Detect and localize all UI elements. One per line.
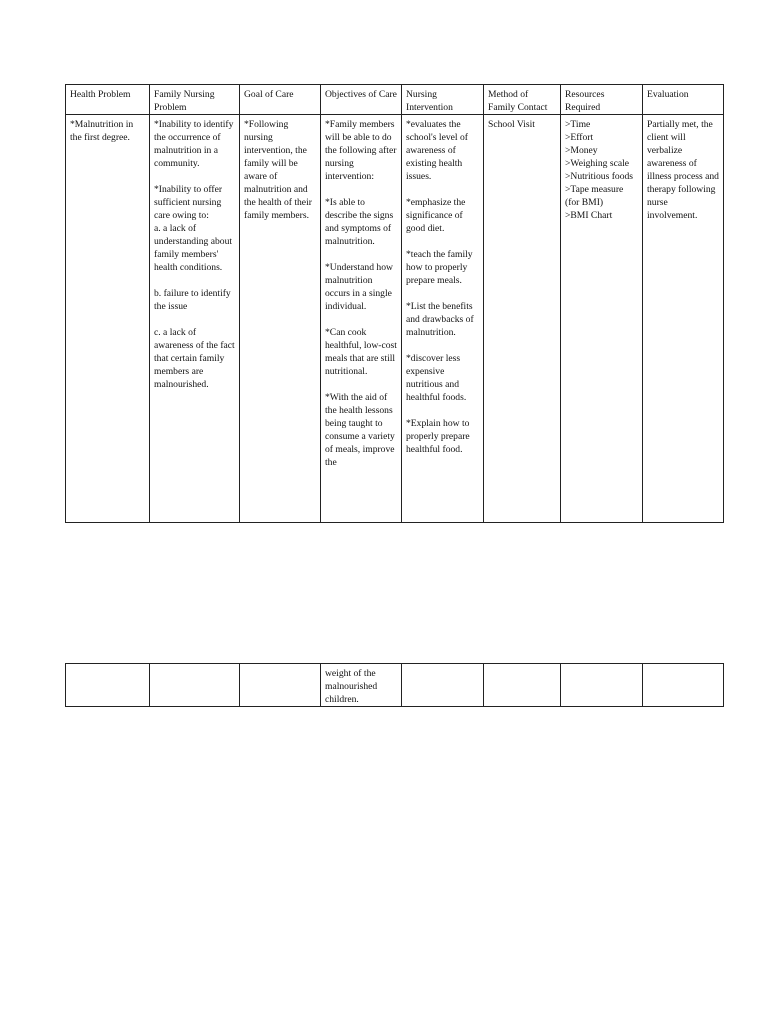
header-method-of-family-contact: Method of Family Contact bbox=[484, 85, 561, 115]
table-row bbox=[66, 664, 724, 707]
objectives-clip bbox=[325, 118, 398, 469]
cell-empty bbox=[402, 664, 484, 707]
header-objectives-of-care: Objectives of Care bbox=[321, 85, 402, 115]
cell-paragraph: weight of the malnourished children. bbox=[325, 668, 378, 705]
header-evaluation: Evaluation bbox=[643, 85, 724, 115]
cell-paragraph: Partially met, the client will verbalize awareness of illness process and therapy following nurse involvement. bbox=[647, 119, 719, 221]
header-nursing-intervention: Nursing Intervention bbox=[402, 85, 484, 115]
cell-resources-required bbox=[561, 115, 643, 523]
cell-paragraph: *emphasize the significance of good diet. bbox=[406, 197, 466, 234]
care-plan-table bbox=[65, 84, 724, 523]
header-goal-of-care: Goal of Care bbox=[240, 85, 321, 115]
cell-method-of-family-contact bbox=[484, 115, 561, 523]
cell-paragraph: *Inability to offer sufficient nursing care owing to: a. a lack of understanding about family members' health conditions. bbox=[154, 184, 233, 273]
cell-health-problem bbox=[66, 115, 150, 523]
cell-paragraph: *evaluates the school's level of awareness of existing health issues. bbox=[406, 119, 468, 182]
cell-paragraph: *Malnutrition in the first degree. bbox=[70, 119, 134, 143]
cell-paragraph: *With the aid of the health lessons being taught to consume a variety of meals, improve the bbox=[325, 392, 395, 468]
cell-paragraph: *Is able to describe the signs and symptoms of malnutrition. bbox=[325, 197, 394, 247]
cell-paragraph: *Can cook healthful, low-cost meals that are still nutritional. bbox=[325, 327, 397, 377]
cell-objectives-of-care bbox=[321, 115, 402, 523]
cell-paragraph: *Family members will be able to do the following after nursing intervention: bbox=[325, 119, 397, 182]
cell-goal-of-care bbox=[240, 115, 321, 523]
header-resources-required: Resources Required bbox=[561, 85, 643, 115]
cell-paragraph: *teach the family how to properly prepare meals. bbox=[406, 249, 473, 286]
cell-paragraph: *Inability to identify the occurrence of malnutrition in a community. bbox=[154, 119, 234, 169]
care-plan-table-continuation bbox=[65, 663, 724, 707]
cell-paragraph: *Following nursing intervention, the family will be aware of malnutrition and the health of their family members. bbox=[244, 119, 312, 221]
cell-family-nursing-problem bbox=[150, 115, 240, 523]
cell-empty bbox=[150, 664, 240, 707]
cell-empty bbox=[66, 664, 150, 707]
cell-paragraph: *discover less expensive nutritious and healthful foods. bbox=[406, 353, 467, 403]
cell-empty bbox=[240, 664, 321, 707]
table-header-row bbox=[66, 85, 724, 115]
cell-paragraph: School Visit bbox=[488, 119, 535, 130]
header-health-problem: Health Problem bbox=[66, 85, 150, 115]
cell-nursing-intervention bbox=[402, 115, 484, 523]
cell-paragraph: *Explain how to properly prepare healthful food. bbox=[406, 418, 470, 455]
cell-paragraph: b. failure to identify the issue bbox=[154, 288, 231, 312]
cell-empty bbox=[561, 664, 643, 707]
cell-paragraph: *List the benefits and drawbacks of malnutrition. bbox=[406, 301, 474, 338]
cell-objectives-of-care-continued bbox=[321, 664, 402, 707]
cell-empty bbox=[643, 664, 724, 707]
cell-paragraph: >Time >Effort >Money >Weighing scale >Nutritious foods >Tape measure (for BMI) >BMI Chart bbox=[565, 119, 634, 221]
cell-evaluation bbox=[643, 115, 724, 523]
header-family-nursing-problem: Family Nursing Problem bbox=[150, 85, 240, 115]
cell-empty bbox=[484, 664, 561, 707]
cell-paragraph: c. a lack of awareness of the fact that certain family members are malnourished. bbox=[154, 327, 235, 390]
cell-paragraph: *Understand how malnutrition occurs in a single individual. bbox=[325, 262, 393, 312]
table-row bbox=[66, 115, 724, 523]
